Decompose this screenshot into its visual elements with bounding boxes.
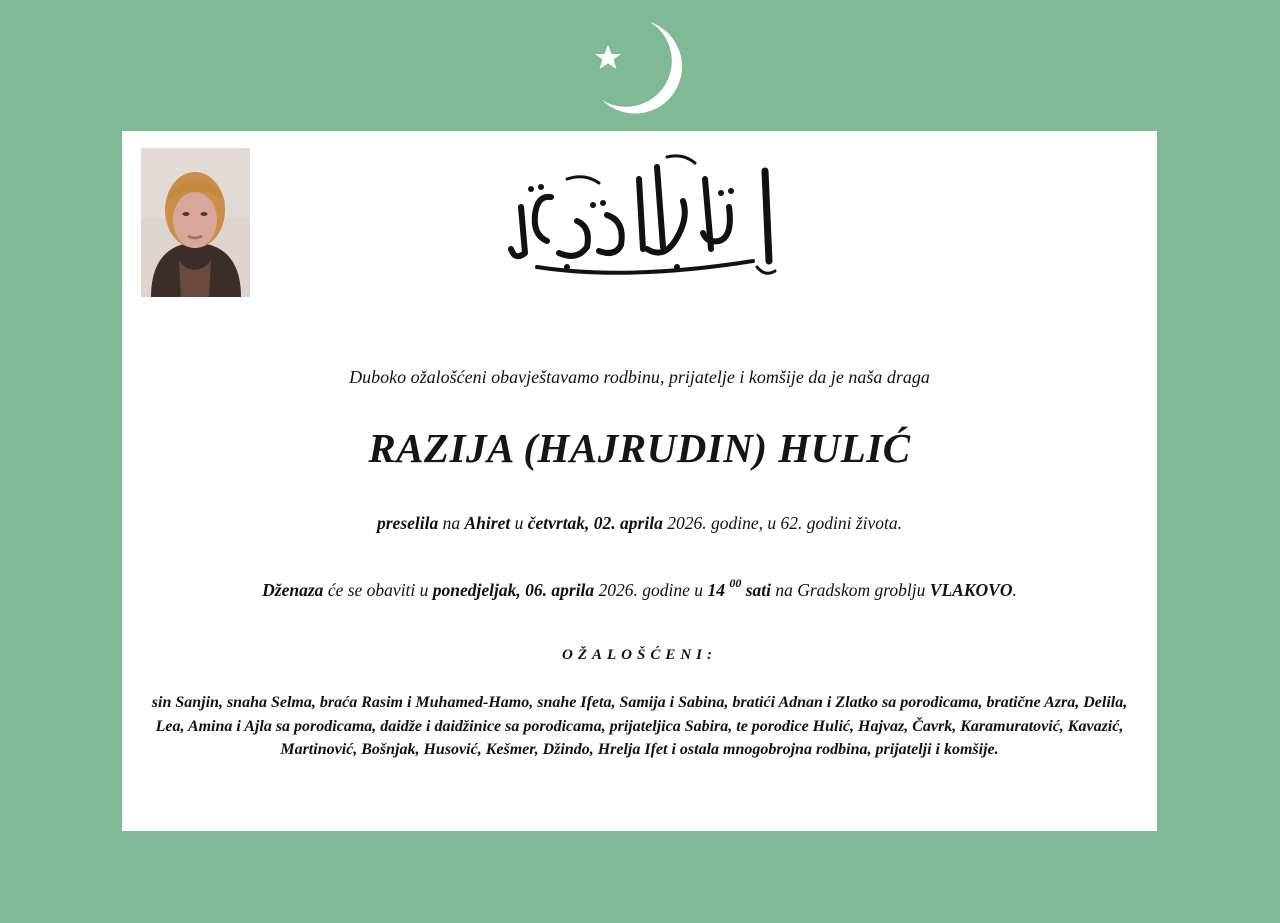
intro-text: Duboko ožalošćeni obavještavamo rodbinu, prijatelje i komšije da je naša draga: [349, 367, 930, 387]
funeral-hour: 14: [707, 579, 730, 600]
text-bold: preselila: [377, 513, 439, 533]
funeral-minutes: 00: [729, 576, 742, 590]
death-announcement: [122, 513, 1157, 534]
arabic-calligraphy: [507, 149, 782, 289]
text: .: [1012, 579, 1017, 600]
funeral-announcement: [122, 578, 1157, 601]
portrait-photo: [141, 148, 250, 297]
text: na: [438, 513, 465, 533]
mourners-list: sin Sanjin, snaha Selma, braća Rasim i Muhamed-Hamo, snahe Ifeta, Samija i Sabina, bratići Adnan i Zlatko sa porodicama, bratične Azra, Delila, Lea, Amina i Ajla sa porodicama, daidže i daidžinice sa porodicama, prijateljica Sabira, te porodice Hulić, Hajvaz, Čavrk, Karamuratović, Kavazić, Martinović, Bošnjak, Husović, Kešmer, Džindo, Hrelja Ifet i ostala mnogobrojna rodbina, prijatelji i komšije.: [151, 694, 1128, 758]
text-bold: sati: [741, 579, 771, 600]
obituary-card: [122, 131, 1157, 831]
funeral-date: ponedjeljak, 06. aprila: [432, 579, 595, 600]
text: na Gradskom groblju: [770, 579, 930, 600]
text: će se obaviti u: [323, 579, 433, 600]
text: 2026. godine, u 62. godini života.: [662, 513, 902, 533]
text-bold: Dženaza: [262, 579, 324, 600]
text-bold: Ahiret: [464, 513, 511, 533]
deceased-name: RAZIJA (HAJRUDIN) HULIĆ: [368, 425, 911, 471]
crescent-star-icon: [588, 18, 694, 120]
mourners-heading: OŽALOŠĆENI:: [561, 647, 717, 663]
cemetery-name: VLAKOVO: [929, 579, 1013, 600]
text: 2026. godine u: [594, 579, 708, 600]
death-date: četvrtak, 02. aprila: [527, 513, 663, 533]
text: u: [510, 513, 528, 533]
